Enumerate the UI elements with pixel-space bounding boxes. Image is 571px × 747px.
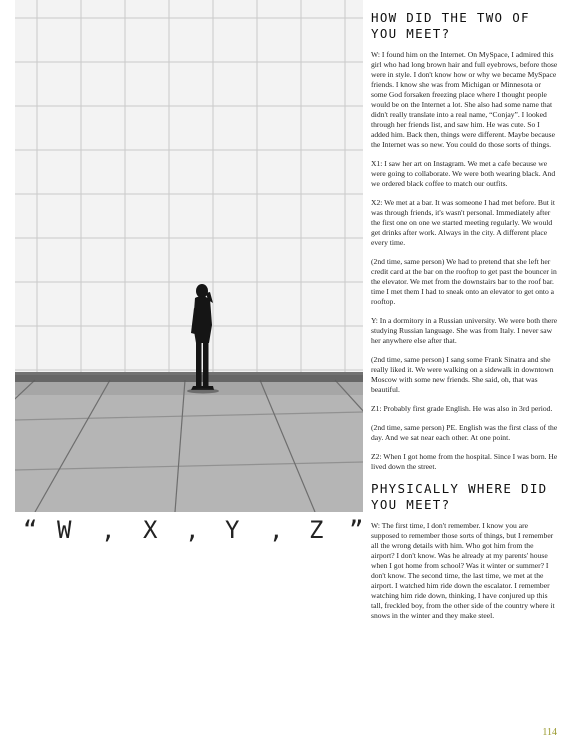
caption-comma: , — [185, 516, 200, 544]
tiled-wall — [15, 0, 363, 375]
section-heading-how-met: HOW DID THE TWO OF YOU MEET? — [371, 10, 530, 41]
caption-quote-close: ” — [349, 516, 364, 544]
caption-letter: Z — [309, 516, 324, 544]
caption-wxyz — [15, 512, 369, 544]
paragraph: (2nd time, same person) PE. English was the first class of the day. And we sat near each other. At one point. — [371, 423, 558, 442]
caption-quote-open: “ — [23, 516, 38, 544]
paragraph: X2: We met at a bar. It was someone I had met before. But it was through friends, it's wasn't personal. Immediately after the first one on one we started meeting regularly. We would get drinks after work. Always in the city. A different place every time. — [371, 198, 555, 247]
photo-man-against-tiled-wall — [15, 0, 363, 512]
floor — [15, 375, 363, 512]
caption-letter: Y — [225, 516, 240, 544]
photo-illustration — [15, 0, 363, 512]
section-heading-where-met: PHYSICALLY WHERE DID YOU MEET? — [371, 481, 548, 512]
paragraph: (2nd time, same person) I sang some Frank Sinatra and she really liked it. We were walking on a sidewalk in downtown Moscow with some new friends. She said, oh, that was beautiful. — [371, 355, 554, 394]
paragraph: W: The first time, I don't remember. I know you are supposed to remember those sorts of things, but I remember all the wrong details with him. Who got him from the airport? I don't know. Was he already at my parents' house when I got home from school? Was it winter or summer? I don't know. The second time, the last time, we met at the airport. I watched him ride down the escalator. I remember watching him ride down, thinking, I have conjured up this tall, freckled boy, from the other side of the country where it snows in the winter and they make steel. — [371, 521, 555, 620]
paragraph: X1: I saw her art on Instagram. We met a cafe because we were going to collaborate. We were both wearing black. And we ordered black coffee to match our outfits. — [371, 159, 556, 188]
caption-letter: X — [143, 516, 158, 544]
paragraph: Z1: Probably first grade English. He was also in 3rd period. — [371, 404, 553, 413]
caption-comma: , — [269, 516, 284, 544]
paragraph: W: I found him on the Internet. On MySpace, I admired this girl who had long brown hair and full eyebrows, before those were in style. I don't know how or why we became MySpace friends. I know she was from Michigan or Minnesota or some God forsaken freezing place where I thought people would be on the Internet a lot. She also had some name that didn't really translate into a real name, “Conjay”. I looked through her friends list, and saw him. He was cute. So I added him. Back then, things were different. Maybe because the Internet was so new. You could do those sorts of things. — [371, 50, 558, 149]
paragraph: Y: In a dormitory in a Russian university. We were both there studying Russian language. She was from Italy. I never saw her anywhere else after that. — [371, 316, 558, 345]
paragraph: Z2: When I got home from the hospital. Since I was born. He lived down the street. — [371, 452, 558, 471]
caption-letter: W — [57, 516, 72, 544]
paragraph: (2nd time, same person) We had to pretend that she left her credit card at the bar on the rooftop to get past the bouncer in the elevator. We met from the downstairs bar to the roof bar. time I met them I had to sneak onto an elevator to get onto a rooftop. — [371, 257, 557, 306]
text-column — [371, 10, 558, 630]
caption-comma: , — [101, 516, 116, 544]
page-number: 114 — [542, 727, 557, 738]
